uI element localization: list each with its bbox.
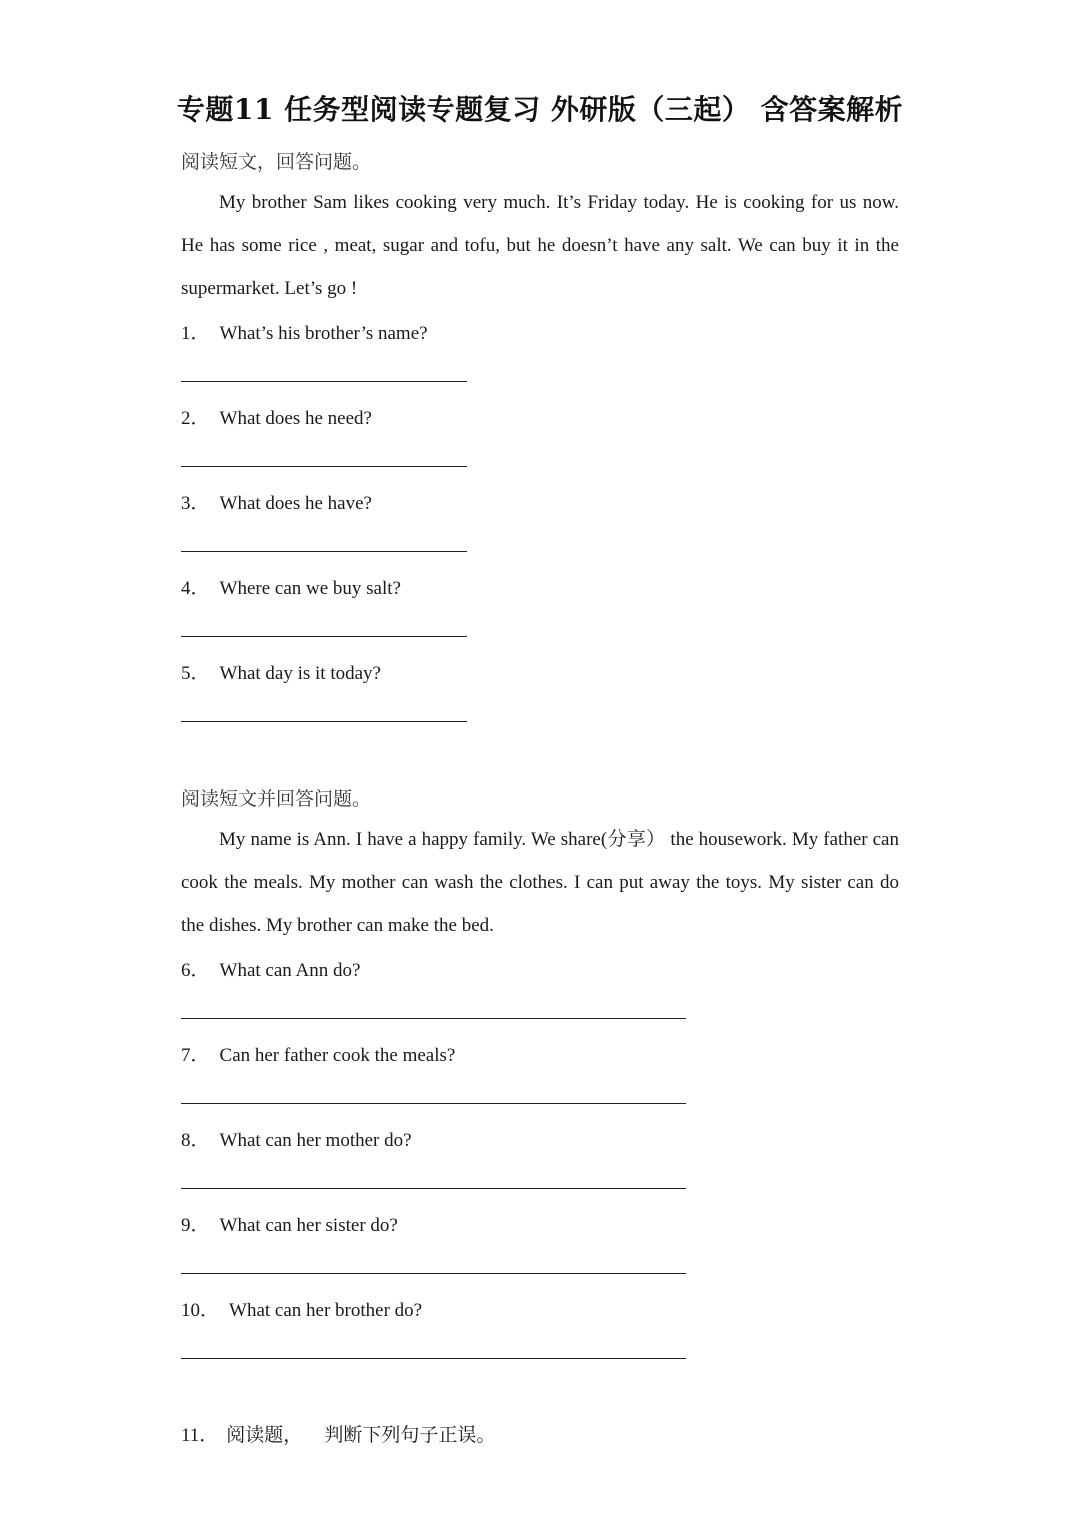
- answer-line-7[interactable]: [181, 1103, 686, 1104]
- answer-line-4[interactable]: [181, 636, 467, 637]
- question-number: 11．: [181, 1425, 219, 1446]
- question-number: 2．: [181, 408, 210, 429]
- question-instruction: 判断下列句子正误。: [324, 1424, 496, 1446]
- question-number: 9．: [181, 1215, 210, 1236]
- question-5: [181, 658, 381, 685]
- question-8: [181, 1125, 412, 1152]
- section1-passage: My brother Sam likes cooking very much. It’s Friday today. He is cooking for us now. He has some rice , meat, sugar and tofu, but he doesn’t have any salt. We can buy it in the supermarket. Let’s go !: [181, 192, 899, 299]
- question-number: 5．: [181, 663, 210, 684]
- section2-instruction: 阅读短文并回答问题。: [181, 788, 372, 810]
- question-number: 4．: [181, 578, 210, 599]
- question-number: 1．: [181, 323, 210, 344]
- section1-instruction: 阅读短文，回答问题。: [181, 151, 372, 173]
- question-11: [181, 1420, 495, 1447]
- question-number: 6．: [181, 960, 210, 981]
- question-4: [181, 573, 401, 600]
- question-text: What can her mother do?: [219, 1130, 412, 1151]
- question-text: What does he need?: [219, 408, 372, 429]
- page-title: 专题11 任务型阅读专题复习 外研版（三起） 含答案解析: [176, 93, 904, 126]
- question-text: What can her sister do?: [219, 1215, 398, 1236]
- question-text: What can her brother do?: [229, 1300, 423, 1321]
- question-1: [181, 318, 428, 345]
- answer-line-8[interactable]: [181, 1188, 686, 1189]
- question-number: 7．: [181, 1045, 210, 1066]
- question-text: What does he have?: [219, 493, 372, 514]
- answer-line-2[interactable]: [181, 466, 467, 467]
- question-2: [181, 403, 372, 430]
- question-number: 3．: [181, 493, 210, 514]
- question-text: What’s his brother’s name?: [219, 323, 428, 344]
- question-text: Where can we buy salt?: [219, 578, 401, 599]
- answer-line-9[interactable]: [181, 1273, 686, 1274]
- question-number: 10．: [181, 1300, 220, 1321]
- question-label: 阅读题，: [226, 1424, 303, 1446]
- question-text: Can her father cook the meals?: [219, 1045, 456, 1066]
- section2-passage: My name is Ann. I have a happy family. We share(分享） the housework. My father can cook the meals. My mother can wash the clothes. I can put away the toys. My sister can do the dishes. My brother can make the bed.: [181, 829, 899, 936]
- question-6: [181, 955, 360, 982]
- question-9: [181, 1210, 398, 1237]
- question-number: 8．: [181, 1130, 210, 1151]
- question-text: What day is it today?: [219, 663, 381, 684]
- question-10: [181, 1295, 422, 1322]
- answer-line-6[interactable]: [181, 1018, 686, 1019]
- answer-line-1[interactable]: [181, 381, 467, 382]
- answer-line-5[interactable]: [181, 721, 467, 722]
- question-7: [181, 1040, 455, 1067]
- question-text: What can Ann do?: [219, 960, 361, 981]
- answer-line-10[interactable]: [181, 1358, 686, 1359]
- answer-line-3[interactable]: [181, 551, 467, 552]
- question-3: [181, 488, 372, 515]
